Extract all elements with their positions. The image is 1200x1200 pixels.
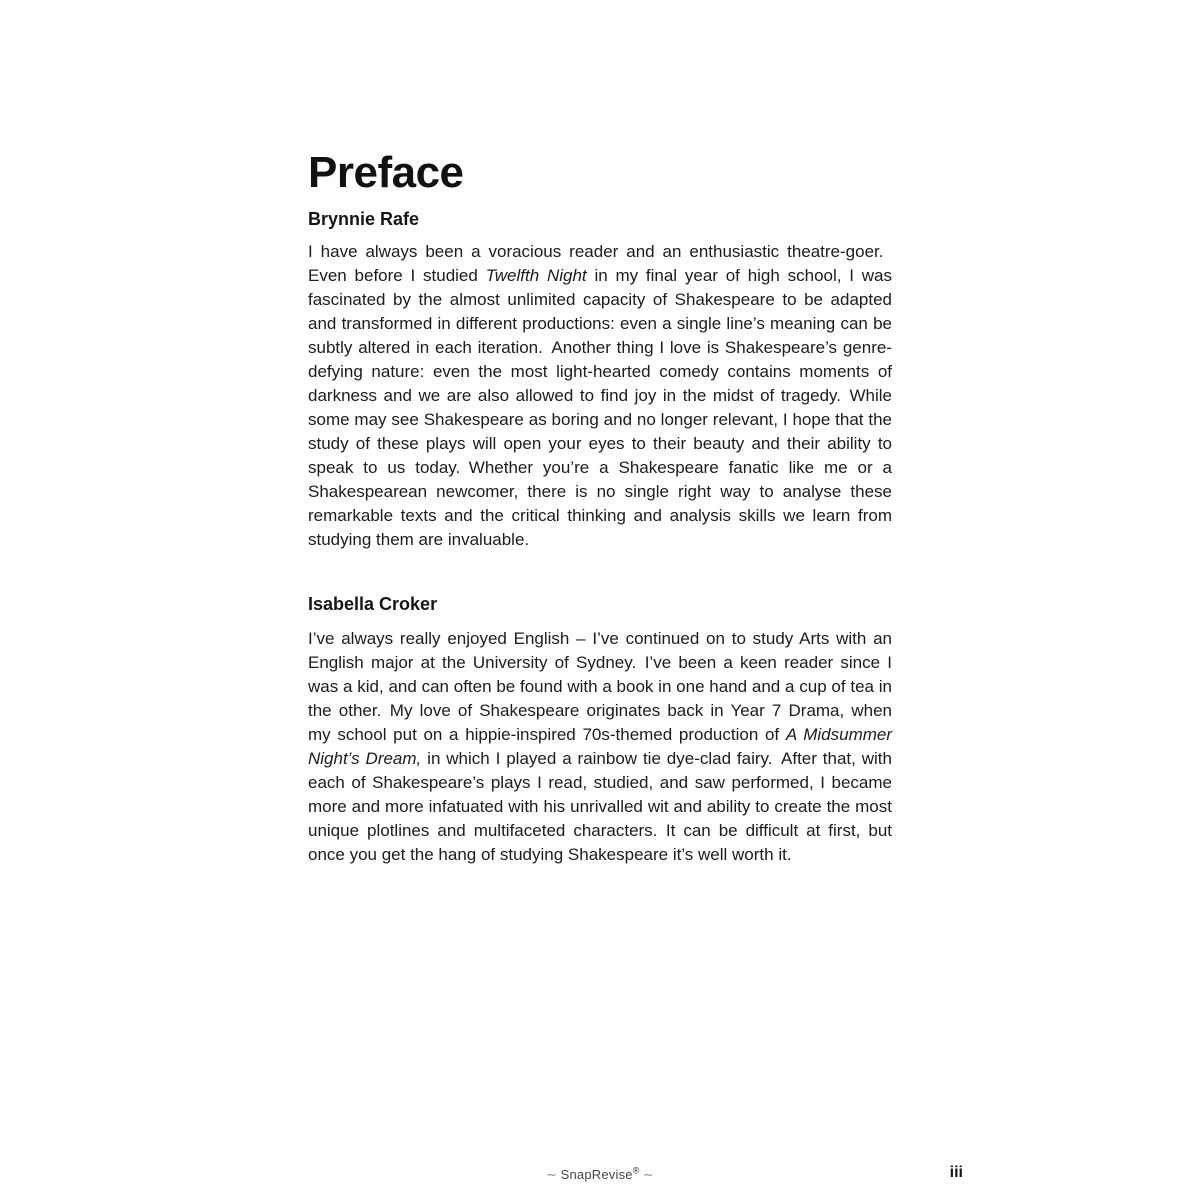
tilde-ornament-right: ∼ — [643, 1168, 654, 1183]
paragraph-text: I’ve always really enjoyed English – I’ve continued on to study Arts with an English major at the University of Sydney. I’ve been a keen reader since I was a kid, and can often be found with a book in one hand and a cup of tea in the other. My love of Shakespeare originates back in Year 7 Drama, when my school put on a hippie-inspired 70s-themed production of — [308, 629, 892, 744]
page-number: iii — [949, 1164, 963, 1181]
page-content — [308, 150, 892, 867]
preface-section-isabella — [308, 593, 892, 867]
author-name: Isabella Croker — [308, 594, 438, 614]
preface-paragraph — [308, 627, 892, 867]
page-title: Preface — [308, 148, 464, 197]
author-name: Brynnie Rafe — [308, 209, 420, 229]
registered-trademark-icon: ® — [632, 1165, 640, 1176]
paragraph-text: in my final year of high school, I was fascinated by the almost unlimited capacity of Shakespeare to be adapted and transformed in different productions: even a single line’s meaning can be subtly altered in each iteration. Another thing I love is Shakespeare’s genre-defying nature: even the most light-hearted comedy contains moments of darkness and we are also allowed to find joy in the midst of tragedy. While some may see Shakespeare as boring and no longer relevant, I hope that the study of these plays will open your eyes to their beauty and their ability to speak to us today. Whether you’re a Shakespeare fanatic like me or a Shakespearean newcomer, there is no single right way to analyse these remarkable texts and the critical thinking and analysis skills we learn from studying them are invaluable. — [308, 266, 893, 549]
page-footer — [0, 1164, 1200, 1188]
work-title-italic: Twelfth Night — [485, 266, 587, 285]
brand-name: SnapRevise — [560, 1167, 633, 1182]
publisher-brand — [546, 1167, 654, 1183]
paragraph-text: I have always been a voracious reader and an enthusiastic theatre-goer. Even before I studied — [308, 242, 892, 285]
preface-section-brynnie — [308, 208, 892, 552]
paragraph-text: in which I played a rainbow tie dye-clad fairy. After that, with each of Shakespeare’s plays I read, studied, and saw performed, I became more and more infatuated with his unrivalled wit and ability to create the most unique plotlines and multifaceted characters. It can be difficult at first, but once you get the hang of studying Shakespeare it’s well worth it. — [308, 749, 892, 864]
preface-paragraph — [308, 240, 892, 552]
tilde-ornament-left: ∼ — [546, 1168, 557, 1183]
work-title-italic: A Midsummer Night’s Dream, — [308, 725, 893, 768]
